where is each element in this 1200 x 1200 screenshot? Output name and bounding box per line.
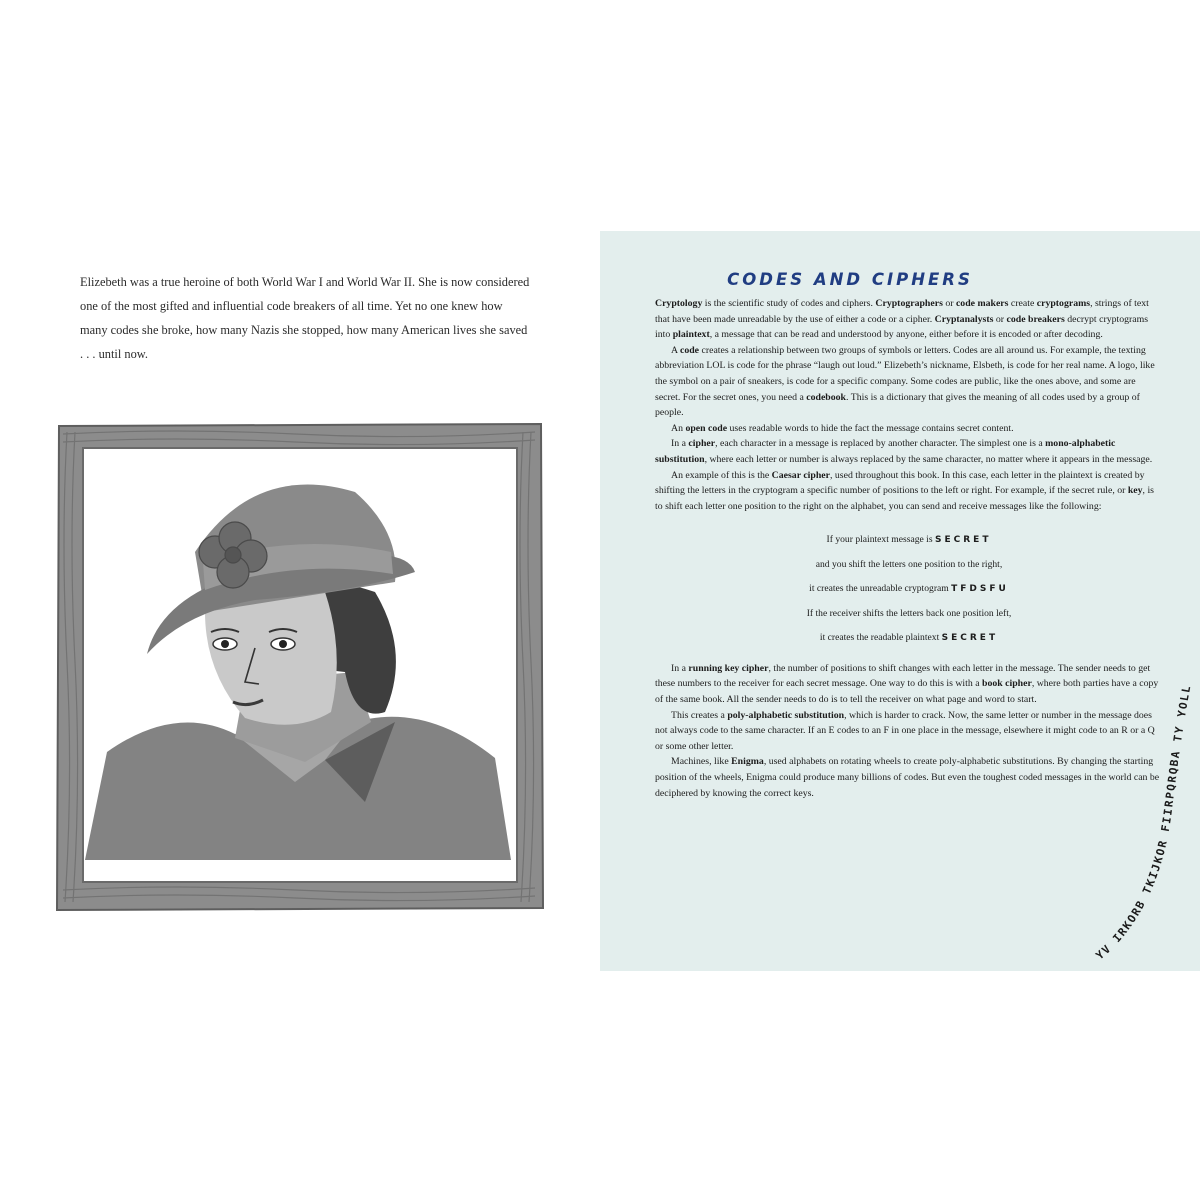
- term-key: key: [1127, 485, 1143, 497]
- example-line-2: and you shift the letters one position to the right,: [815, 558, 1003, 570]
- term-cryptology: Cryptology: [655, 298, 703, 309]
- text: This creates a: [671, 709, 728, 721]
- text: , used alphabets on rotating wheels to create poly-alphabetic substitutions. By changing the starting position of the wheels, Enigma could produce many billions of codes. But even the toughest coded messages in the world can be deciphered by knowing the correct keys.: [655, 756, 1160, 799]
- example-word: TFDSFU: [951, 584, 1009, 595]
- term-cryptanalysts: Cryptanalysts: [934, 313, 994, 325]
- text: , where each letter or number is always replaced by the same character, no matter where it appears in the message.: [704, 453, 1153, 465]
- text: create: [1008, 298, 1037, 309]
- example-word: SECRET: [941, 633, 999, 644]
- text: uses readable words to hide the fact the message contains secret content.: [727, 422, 1014, 434]
- text: If your plaintext message is: [826, 534, 933, 546]
- term-mono-alphabetic: mono-alphabetic substitution: [655, 438, 1116, 465]
- text: . This is a dictionary that gives the meaning of all codes used by a group of people.: [655, 391, 1140, 419]
- text: , which is harder to crack. Now, the same letter or number in the message does not always code to the same character. If an E codes to an F in one place in the message, elsewhere it might code to an R or a Q or some other letter.: [655, 709, 1155, 752]
- example-word: SECRET: [935, 535, 992, 546]
- text: , where both parties have a copy of the same book. All the sender needs to do is to tell the receiver on what page and word to start.: [655, 678, 1159, 705]
- text: decrypt cryptograms into: [655, 313, 1149, 341]
- paragraph-code: [655, 343, 1163, 421]
- example-line-4: If the receiver shifts the letters back one position left,: [806, 607, 1012, 619]
- text: creates a relationship between two groups of symbols or letters. Codes are all around us. For example, the texting abbreviation LOL is code for the phrase “laugh out loud.” Elizebeth’s nickname, Elsbeth, is code for her real name. A logo, like the symbol on a pair of sneakers, is code for a specific company. Some codes are public, like the ones above, and some are secret. For the secret ones, you need a: [655, 344, 1155, 403]
- term-plaintext: plaintext: [672, 329, 710, 341]
- framed-portrait-illustration: [55, 422, 545, 912]
- text: An example of this is the: [671, 469, 772, 481]
- panel-title: CODES AND CIPHERS: [727, 270, 973, 289]
- intro-paragraph: Elizebeth was a true heroine of both World War I and World War II. She is now considered one of the most gifted and influential code breakers of all time. Yet no one knew how many codes she broke, how many Nazis she stopped, how many American lives she saved . . . until now.: [80, 275, 530, 361]
- term-running-key-cipher: running key cipher: [688, 662, 769, 674]
- cipher-example: [655, 528, 1163, 651]
- term-open-code: open code: [685, 422, 728, 434]
- svg-text:YV IRKORB TKIJKOR FIIRPQRQBA T: [1093, 683, 1193, 962]
- term-cryptographers: Cryptographers: [875, 298, 943, 309]
- text: , the number of positions to shift changes with each letter in the message. The sender needs to get these numbers to the receiver for each secret message. One way to do this is with a: [655, 662, 1151, 690]
- term-code-makers: code makers: [955, 298, 1009, 309]
- cipher-curve-text: YV IRKORB TKIJKOR FIIRPQRQBA TY YOLL: [1093, 683, 1194, 963]
- text: In a: [671, 438, 689, 450]
- text: it creates the unreadable cryptogram: [809, 583, 949, 595]
- paragraph-caesar: [655, 468, 1163, 515]
- text: , a message that can be read and understood by anyone, either before it is encoded or after decoding.: [709, 329, 1103, 341]
- text: or: [993, 313, 1007, 325]
- text: , each character in a message is replaced by another character. The simplest one is a: [715, 438, 1046, 450]
- text: is the scientific study of codes and ciphers.: [702, 298, 876, 309]
- example-line-5: [655, 626, 1163, 651]
- text: it creates the readable plaintext: [819, 632, 940, 644]
- term-code-breakers: code breakers: [1006, 313, 1065, 325]
- text: An: [671, 422, 686, 434]
- paragraph-cipher: [655, 436, 1163, 467]
- term-enigma: Enigma: [731, 756, 764, 768]
- term-cipher: cipher: [688, 438, 716, 450]
- text: Machines, like: [671, 756, 732, 768]
- term-caesar-cipher: Caesar cipher: [771, 469, 830, 481]
- paragraph-cryptology: [655, 296, 1163, 343]
- term-code: code: [679, 344, 700, 356]
- text: , strings of text that have been made unreadable by the use of either a code or a cipher.: [655, 298, 1149, 325]
- term-book-cipher: book cipher: [982, 678, 1032, 690]
- text: or: [942, 298, 956, 309]
- example-line-3: [655, 577, 1163, 602]
- text: , is to shift each letter one position to the right on the alphabet, you can send and receive messages like the following:: [655, 485, 1154, 512]
- paragraph-open-code: [655, 421, 1163, 437]
- text: In a: [671, 662, 689, 674]
- curved-cipher-text: [1080, 650, 1200, 970]
- text: A: [671, 344, 680, 356]
- term-cryptograms: cryptograms: [1036, 298, 1091, 309]
- term-poly-alphabetic: poly-alphabetic substitution: [727, 709, 845, 721]
- example-line-1: [655, 528, 1163, 553]
- text: , used throughout this book. In this case, each letter in the plaintext is created by shifting the letters in the cryptogram a specific number of positions to the left or right. For example, if the secret rule, or: [655, 469, 1145, 497]
- term-codebook: codebook: [806, 391, 846, 403]
